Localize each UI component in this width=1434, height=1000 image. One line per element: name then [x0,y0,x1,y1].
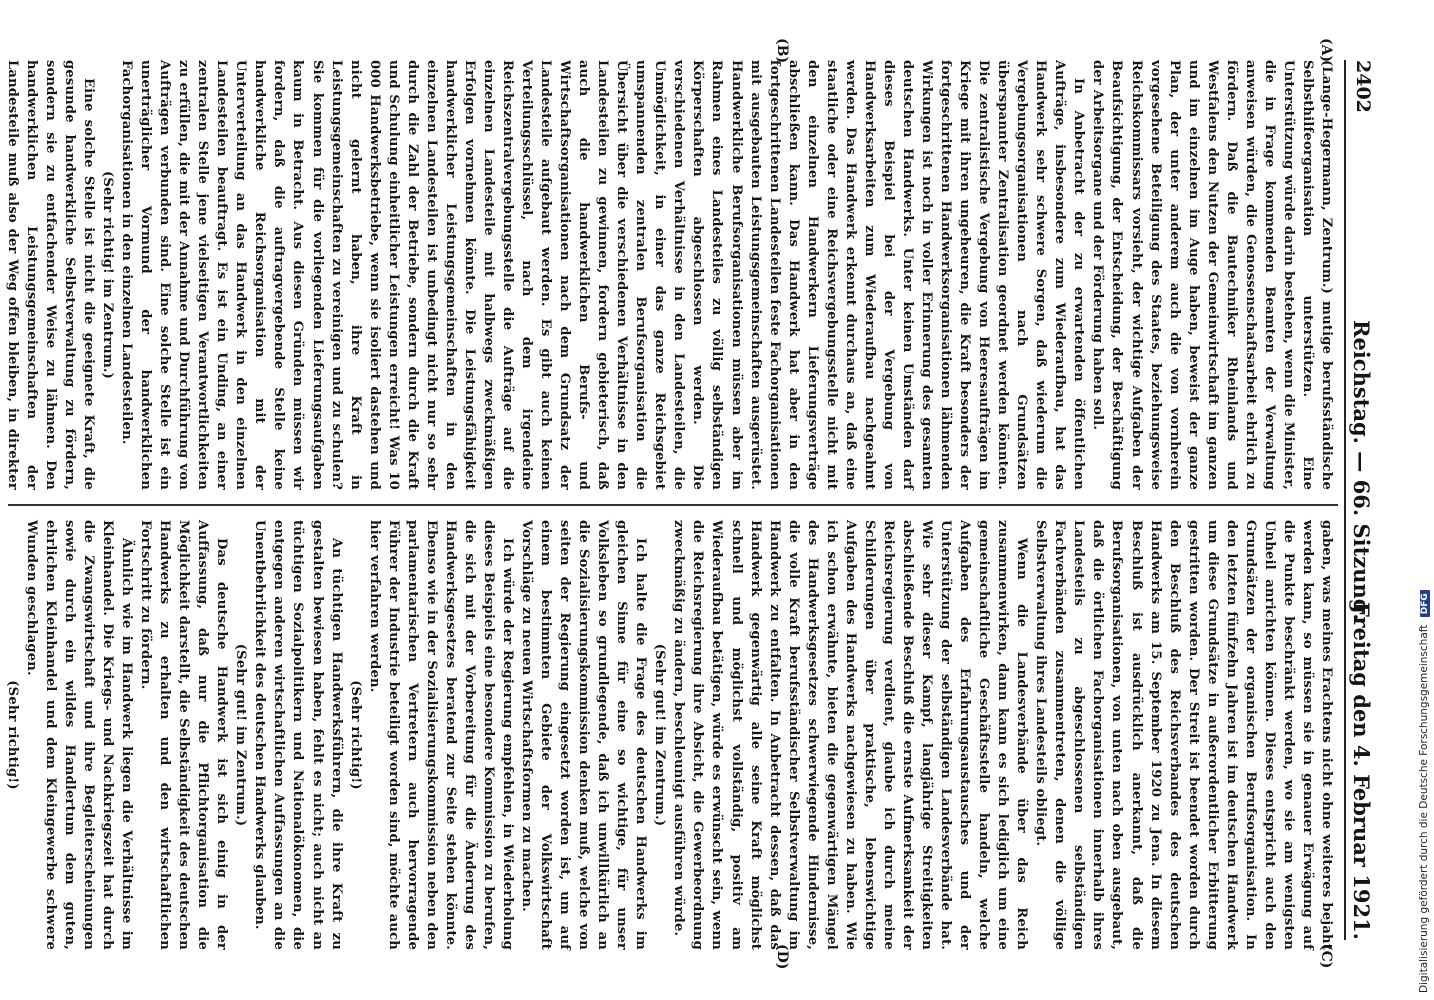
paragraph: Ähnlich wie im Handwerk liegen die Verhältnisse im Kleinhandel. Die Kriegs- und Nachkriegszeit hat durch die Zwangswirtschaft und ihre Begleiterscheinungen sowie durch ein wildes Handlertum dem guten, ehrlichen Kleinhandel und dem Kleingewerbe schwere Wunden geschlagen. [23,520,135,950]
paragraph: Ich würde der Regierung empfehlen, in Wiederholung dieses Beispiels eine besondere Kommission zu berufen, die sich mit der Vorbereitung für die Änderung des Handwerksgesetzes beratend zur Seite stehen könnte. Ebenso wie in der Sozialisierungskommission neben den parlamentarischen Vertretern auch hervorragende Führer der Industrie beteiligt worden sind, möchte auch hier verfahren werden. [366,520,515,950]
paragraph: An tüchtigen Handwerksführern, die ihre Kraft zu gestalten bewiesen haben, fehlt es nicht; auch nicht an tüchtigen Sozialpolitikern und Nationalökonomen, die entgegen anderen wirtschaftlichen Auffassungen an die Unentbehrlichkeit des deutschen Handwerks glauben. [252,520,344,950]
margin-marker-d: (D) [774,944,790,970]
page-title: Reichstag. — 66. Sitzung. [1349,320,1374,621]
margin-marker-b: (B) [774,38,790,64]
paragraph: Ich halte die Frage des deutschen Handwerks im gleichen Sinne für eine so wichtige, für unser Volksleben so grundlegende, daß ich unwillkürlich an die Sozialisierungskommission denken muß, welche von seiten der Regierung eingesetzt worden ist, um auf einem bestimmten Gebiete der Volkswirtschaft Vorschläge zu neuen Wirtschaftsformen zu machen. [519,520,649,950]
paragraph: In Anbetracht der zu erwartenden öffentlichen Aufträge, insbesondere zum Wiederaufbau, hat das Handwerk sehr schwere Sorgen, daß wiederum die Vergebungsorganisationen nach Grundsätzen überspannter Zentralisation geordnet werden könnten. Die zentralistische Vergebung von Heeresaufträgen im Kriege mit ihren ungeheuren, die Kraft besonders der fortgeschrittenen Handwerksorganisationen lähmenden Wirkungen ist noch in voller Erinnerung des gesamten deutschen Handwerks. Unter keinen Umständen darf dieses Beispiel bei der Vergebung von Handwerksarbeiten zum Wiederaufbau nachgeahmt werden. Das Handwerk erkennt durchaus an, daß eine staatliche oder eine Reichsvergebungsstelle nicht mit den einzelnen Handwerkern Lieferungsverträge abschließen kann. Das Handwerk hat aber in den fortgeschrittenen Landesteilen feste Fachorganisationen mit ausgebauten Leistungsgemeinschaften ausgerüstet. Handwerkliche Berufsorganisationen müssen aber im Rahmen eines Landesteiles zu völlig selbständigen Körperschaften abgeschlossen werden. Die verschiedenen Verhältnisse in den Landesteilen, die Unmöglichkeit, in einer das ganze Reichsgebiet umspannenden zentralen Berufsorganisation die Übersicht über die verschiedenen Verhältnisse in den Landesteilen zu gewinnen, fordern gebieterisch, daß auch die handwerklichen Berufs- und Wirtschaftsorganisationen nach dem Grundsatz der Landesteile aufgebaut werden. Es gibt auch keinen Verteilungsschlüssel, nach dem irgendeine Reichszentralvergebungsstelle die Aufträge auf die einzelnen Landesteile mit halbwegs zweckmäßigen Erfolgen vornehmen könnte. Die Leistungsfähigkeit handwerklicher Leistungsgemeinschaften in den einzelnen Landesteilen ist unbedingt nicht nur so sehr durch die Zahl der Betriebe, sondern durch die Kraft und Schulung einheitlicher Leistungen erreicht! Was 10 000 Handwerksbetriebe, wenn sie isoliert dastehen und nicht gelernt haben, ihre Kraft in Leistungsgemeinschaften zu vereinigen und zu schulen? Sie kommen für die vorliegenden Lieferungsaufgaben kaum in Betracht. Aus diesen Gründen müssen wir fordern, daß die auftragvergebende Stelle keine handwerkliche Reichsorganisation mit der Unterverteilung an das Handwerk in den einzelnen Landesteilen beauftragt. Es ist ein Unding, an einer zentralen Stelle jene vielseitigen Verantwortlichkeiten zu erfüllen, die mit der Annahme und Durchführung von Aufträgen verbunden sind. Eine solche Stelle ist ein unerträglicher Vormund der handwerklichen Fachorganisationen in den einzelnen Landesteilen. [119,60,1087,490]
page-header [1344,60,1380,940]
right-column [4,520,1336,950]
paragraph [0,520,3,950]
interjection: (Sehr richtig!) [347,680,363,790]
interjection: (Sehr richtig!) [4,680,20,790]
paragraph: gaben, was meines Erachtens nicht ohne weiteres bejaht werden kann, so müssen sie in genauer Erwägung auf die Punkte beschränkt werden, wo sie am wenigsten Unheil anrichten können. Dieses entspricht auch den Grundsätzen der organischen Berufsorganisation. In den letzten fünfzehn Jahren ist im deutschen Handwerk um diese Grundsätze in außerordentlicher Erbitterung gestritten worden. Der Streit ist beendet worden durch den Beschluß des Reichsverbandes des deutschen Handwerks am 15. September 1920 zu Jena. In diesem Beschluß ist ausdrücklich anerkannt, daß die Berufsorganisationen, von unten nach oben ausgebaut, daß die örtlichen Fachorganisationen innerhalb ihres Landesteils zu abgeschlossenen selbständigen Fachverbänden zusammentreten, denen die völlige Selbstverwaltung ihres Landesteils obliegt. [1033,520,1334,950]
left-column [4,60,1336,490]
funding-notice [1418,590,1430,993]
margin-marker-c: (C) [1318,944,1334,969]
interjection: (Sehr richtig! im Zentrum.) [100,170,115,380]
paragraph: Eine solche Stelle ist nicht die geeignete Kraft, die gesunde handwerkliche Selbstverwaltung zu fördern, sondern sie zu entfachender Weise zu lähmen. Den handwerklichen Leistungsgemeinschaften der Landesteile muß also der Weg offen bleiben, in direkter [4,60,96,490]
paragraph: Das deutsche Handwerk ist sich einig in der Auffassung, daß nur die Pflichtorganisation die Möglichkeit darstellt, die Selbständigkeit des deutschen Handwerks zu erhalten und den wirtschaftlichen Fortschritt zu fördern. [138,520,230,950]
margin-marker-a: (A) [1318,38,1334,63]
page-date: Freitag den 4. Februar 1921. [1349,602,1374,940]
column-divider [8,504,1338,506]
page-number: 2402 [1352,60,1374,113]
interjection: (Sehr gut! im Zentrum.) [233,643,249,827]
interjection: (Sehr gut! im Zentrum.) [652,643,668,827]
dfg-logo: DFG [1420,590,1430,617]
paragraph: Wenn die Landesverbände über das Reich zusammenwirken, dann kann es sich lediglich um eine gemeinschaftliche Geschäftsstelle handeln, welche Aufgaben des Erfahrungsaustausches und der Unterstützung der selbständigen Landesverbände hat. Wie sehr dieser Kampf, langjährige Streitigkeiten abschließende Beschluß die ernste Aufmerksamkeit der Reichsregierung verdient, glaube ich durch meine Schilderungen über praktische, lebenswichtige Aufgaben des Handwerks nachgewiesen zu haben. Wie ich schon erwähnte, bieten die gegenwärtigen Mängel des Handwerksgesetzes schwerwiegende Hindernisse, die volle Kraft berufsständischer Selbstverwaltung im Handwerk zu entfalten. In Anbetracht dessen, daß das Handwerk gegenwärtig alle seine Kraft möglichst schnell und möglichst vollständig, positiv am Wiederaufbau betätigen, würde es erwünscht sein, wenn die Reichsregierung ihre Absicht, die Gewerbeordnung zweckmäßig zu ändern, beschleunigt ausführen würde. [671,520,1030,950]
funding-notice-text: Digitalisierung gefördert durch die Deutsche Forschungsgemeinschaft [1418,624,1430,993]
paragraph: (Lange-Hegermann, Zentrum.) mutige berufsständische Selbsthilfeorganisation unterstützen. Eine Unterstützung würde darin bestehen, wenn die Minister, die in Frage kommenden Beamten der Verwaltung anweisen würden, die Genossenschaftsarbeit ehrlich zu fördern. Daß die Bautechniker Rheinlands und Westfalens den Nutzen der Gemeinwirtschaft im ganzen und im einzelnen im Auge haben, beweist der ganze Plan, der unter anderem auch die von vornherein vorgesehene Beteiligung des Staates, beziehungsweise Reichskommissars vorsieht, der wichtige Aufgaben der Beaufsichtigung, der Entscheidung, der Beschäftigung der Arbeitsorgane und der Förderung haben soll. [1090,60,1334,490]
